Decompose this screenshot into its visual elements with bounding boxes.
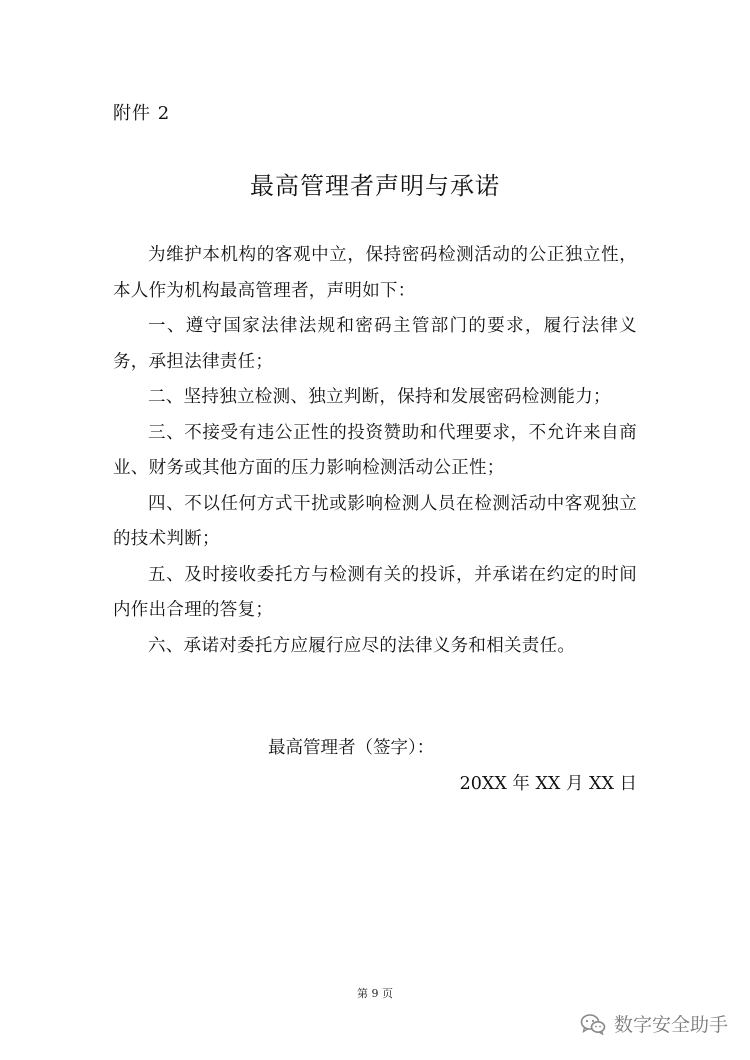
statement-item-4: 四、不以任何方式干扰或影响检测人员在检测活动中客观独立的技术判断； <box>113 493 637 549</box>
statement-item-1: 一、遵守国家法律法规和密码主管部门的要求，履行法律义务，承担法律责任； <box>113 316 637 372</box>
statement-item-2: 二、坚持独立检测、独立判断，保持和发展密码检测能力； <box>148 387 611 407</box>
wechat-icon <box>580 1013 606 1035</box>
watermark-text: 数字安全助手 <box>613 1014 728 1036</box>
statement-item-6: 六、承诺对委托方应履行应尽的法律义务和相关责任。 <box>148 635 576 656</box>
signature-date: 20XX 年 XX 月 XX 日 <box>459 774 637 794</box>
statement-item-3: 三、不接受有违公正性的投资赞助和代理要求，不允许来自商业、财务或其他方面的压力影响检测活动公正性； <box>113 422 637 478</box>
statement-body <box>113 238 637 664</box>
attachment-label: 附件 2 <box>113 103 171 124</box>
watermark <box>580 1010 728 1037</box>
statement-intro: 为维护本机构的客观中立，保持密码检测活动的公正独立性，本人作为机构最高管理者，声明如下： <box>113 245 637 301</box>
document-title: 最高管理者声明与承诺 <box>250 172 500 200</box>
statement-item-5: 五、及时接收委托方与检测有关的投诉，并承诺在约定的时间内作出合理的答复； <box>113 564 637 620</box>
page-number: 第 9 页 <box>357 987 393 1000</box>
signature-label: 最高管理者（签字）： <box>268 738 435 758</box>
